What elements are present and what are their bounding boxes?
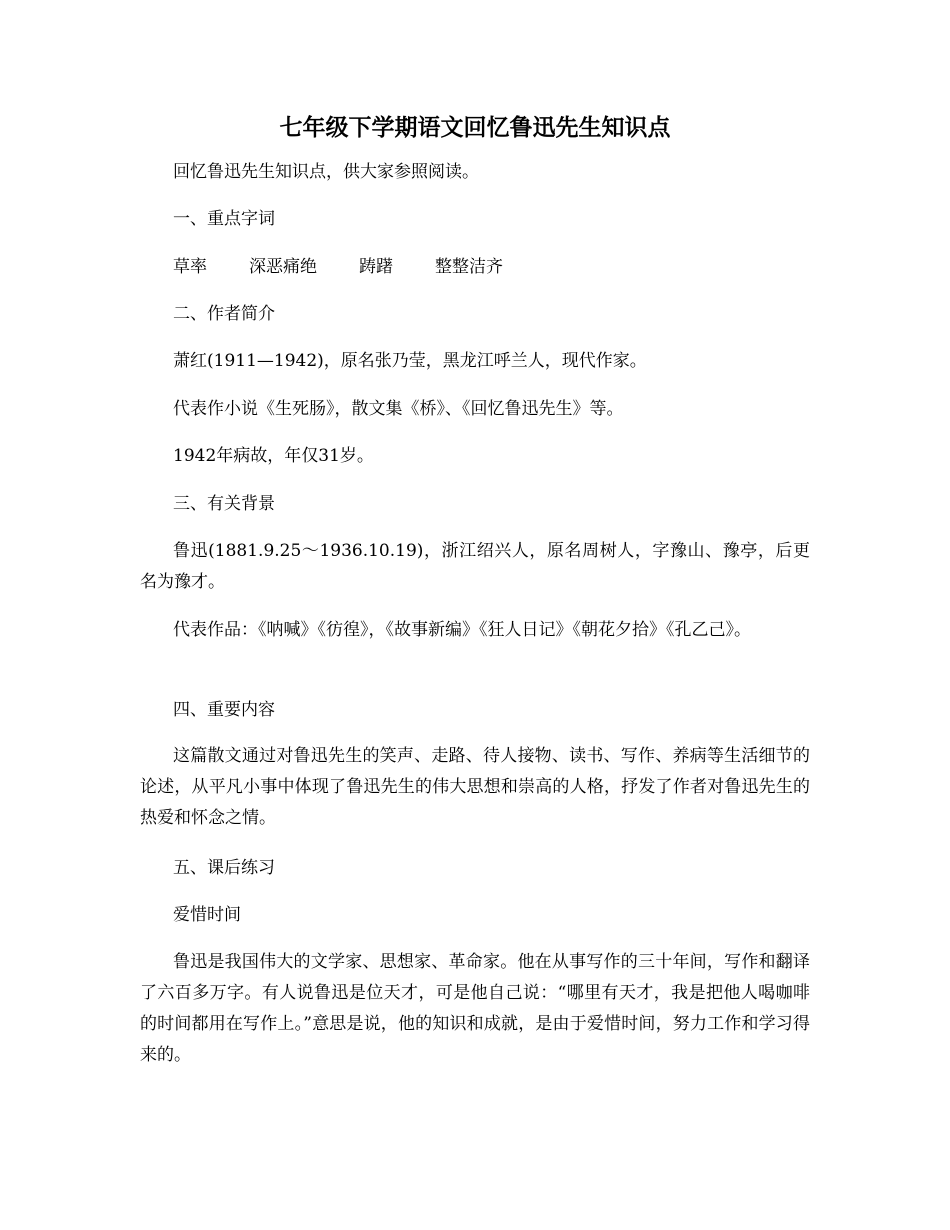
intro-text: 回忆鲁迅先生知识点，供大家参照阅读。 (173, 162, 479, 182)
author-death-line: 1942年病故，年仅31岁。 (173, 446, 374, 466)
key-words-list (173, 252, 810, 282)
section-heading-background: 三、有关背景 (173, 494, 275, 514)
exercise-subheading: 爱惜时间 (173, 905, 241, 925)
section-heading-author: 二、作者简介 (173, 304, 275, 324)
section-heading-content: 四、重要内容 (173, 700, 275, 720)
key-word: 踌躇 (359, 257, 393, 277)
author-bio-line: 萧红(1911—1942)，原名张乃莹，黑龙江呼兰人，现代作家。 (173, 351, 647, 371)
author-works-line: 代表作小说《生死肠》，散文集《桥》、《回忆鲁迅先生》等。 (173, 399, 624, 419)
key-word: 草率 (173, 257, 207, 277)
representative-works-paragraph: 代表作品：《呐喊》《彷徨》，《故事新编》《狂人日记》《朝花夕拾》《孔乙己》。 (173, 620, 751, 640)
key-word: 深恶痛绝 (249, 257, 317, 277)
exercise-paragraph: 鲁迅是我国伟大的文学家、思想家、革命家。他在从事写作的三十年间，写作和翻译了六百多万字。有人说鲁迅是位天才，可是他自己说：“哪里有天才，我是把他人喝咖啡的时间都用在写作上。”意思是说，他的知识和成就，是由于爱惜时间，努力工作和学习得来的。 (140, 952, 810, 1065)
content-paragraph: 这篇散文通过对鲁迅先生的笑声、走路、待人接物、读书、写作、养病等生活细节的论述，从平凡小事中体现了鲁迅先生的伟大思想和崇高的人格，抒发了作者对鲁迅先生的热爱和怀念之情。 (140, 746, 810, 828)
document-title: 七年级下学期语文回忆鲁迅先生知识点 (279, 114, 671, 141)
section-heading-exercises: 五、课后练习 (173, 858, 275, 878)
key-word: 整整洁齐 (435, 257, 503, 277)
section-heading-key-words: 一、重点字词 (173, 209, 275, 229)
background-paragraph: 鲁迅(1881.9.25～1936.10.19)，浙江绍兴人，原名周树人，字豫山、豫亭，后更名为豫才。 (140, 541, 810, 592)
